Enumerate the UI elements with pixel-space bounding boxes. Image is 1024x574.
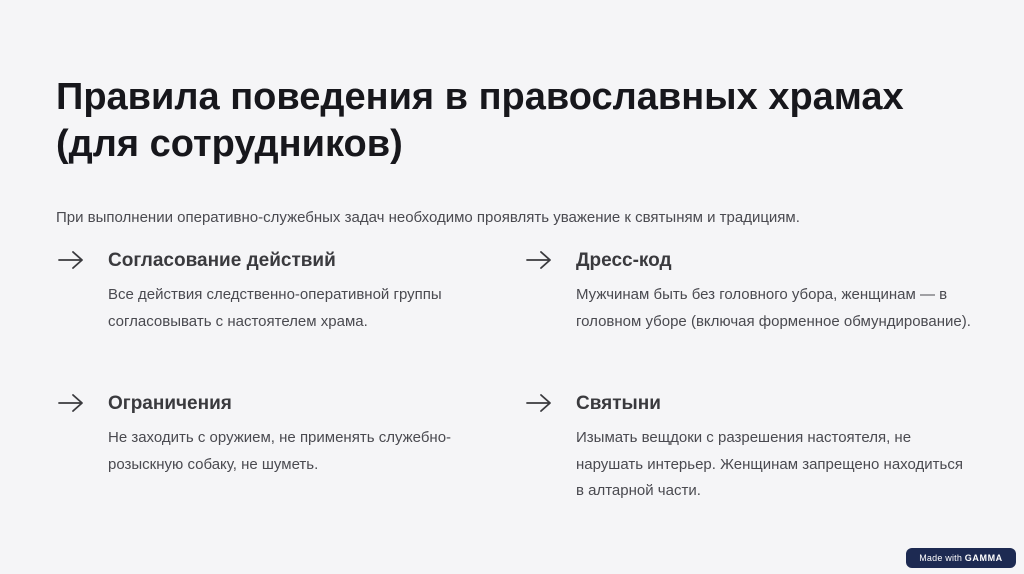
arrow-right-icon — [526, 250, 552, 270]
card-description: Не заходить с оружием, не применять служебно-розыскную собаку, не шуметь. — [108, 429, 452, 473]
card-heading: Ограничения — [108, 393, 232, 414]
intro-text: При выполнении оперативно-служебных задач необходимо проявлять уважение к святыням и традициям. — [56, 209, 800, 226]
badge-prefix: Made with — [919, 553, 963, 563]
card-heading: Согласование действий — [108, 250, 336, 271]
gamma-logo: GAMMA — [964, 553, 1003, 563]
card-description: Изымать вещдоки с разрешения настоятеля, не нарушать интерьер. Женщинам запрещено находиться в алтарной части. — [576, 429, 963, 499]
arrow-right-icon — [58, 250, 84, 270]
made-with-gamma-badge[interactable] — [906, 548, 1016, 568]
slide-title — [56, 74, 976, 168]
card-description: Мужчинам быть без головного убора, женщинам — в головном уборе (включая форменное обмундирование). — [576, 286, 971, 330]
arrow-right-icon — [526, 393, 552, 413]
arrow-right-icon — [58, 393, 84, 413]
card-heading: Святыни — [576, 393, 661, 414]
card-heading: Дресс-код — [576, 250, 672, 271]
card-description: Все действия следственно-оперативной группы согласовывать с настоятелем храма. — [108, 286, 442, 330]
slide-title-line-2: (для сотрудников) — [56, 123, 403, 165]
slide-title-line-1: Правила поведения в православных храмах — [56, 76, 904, 118]
